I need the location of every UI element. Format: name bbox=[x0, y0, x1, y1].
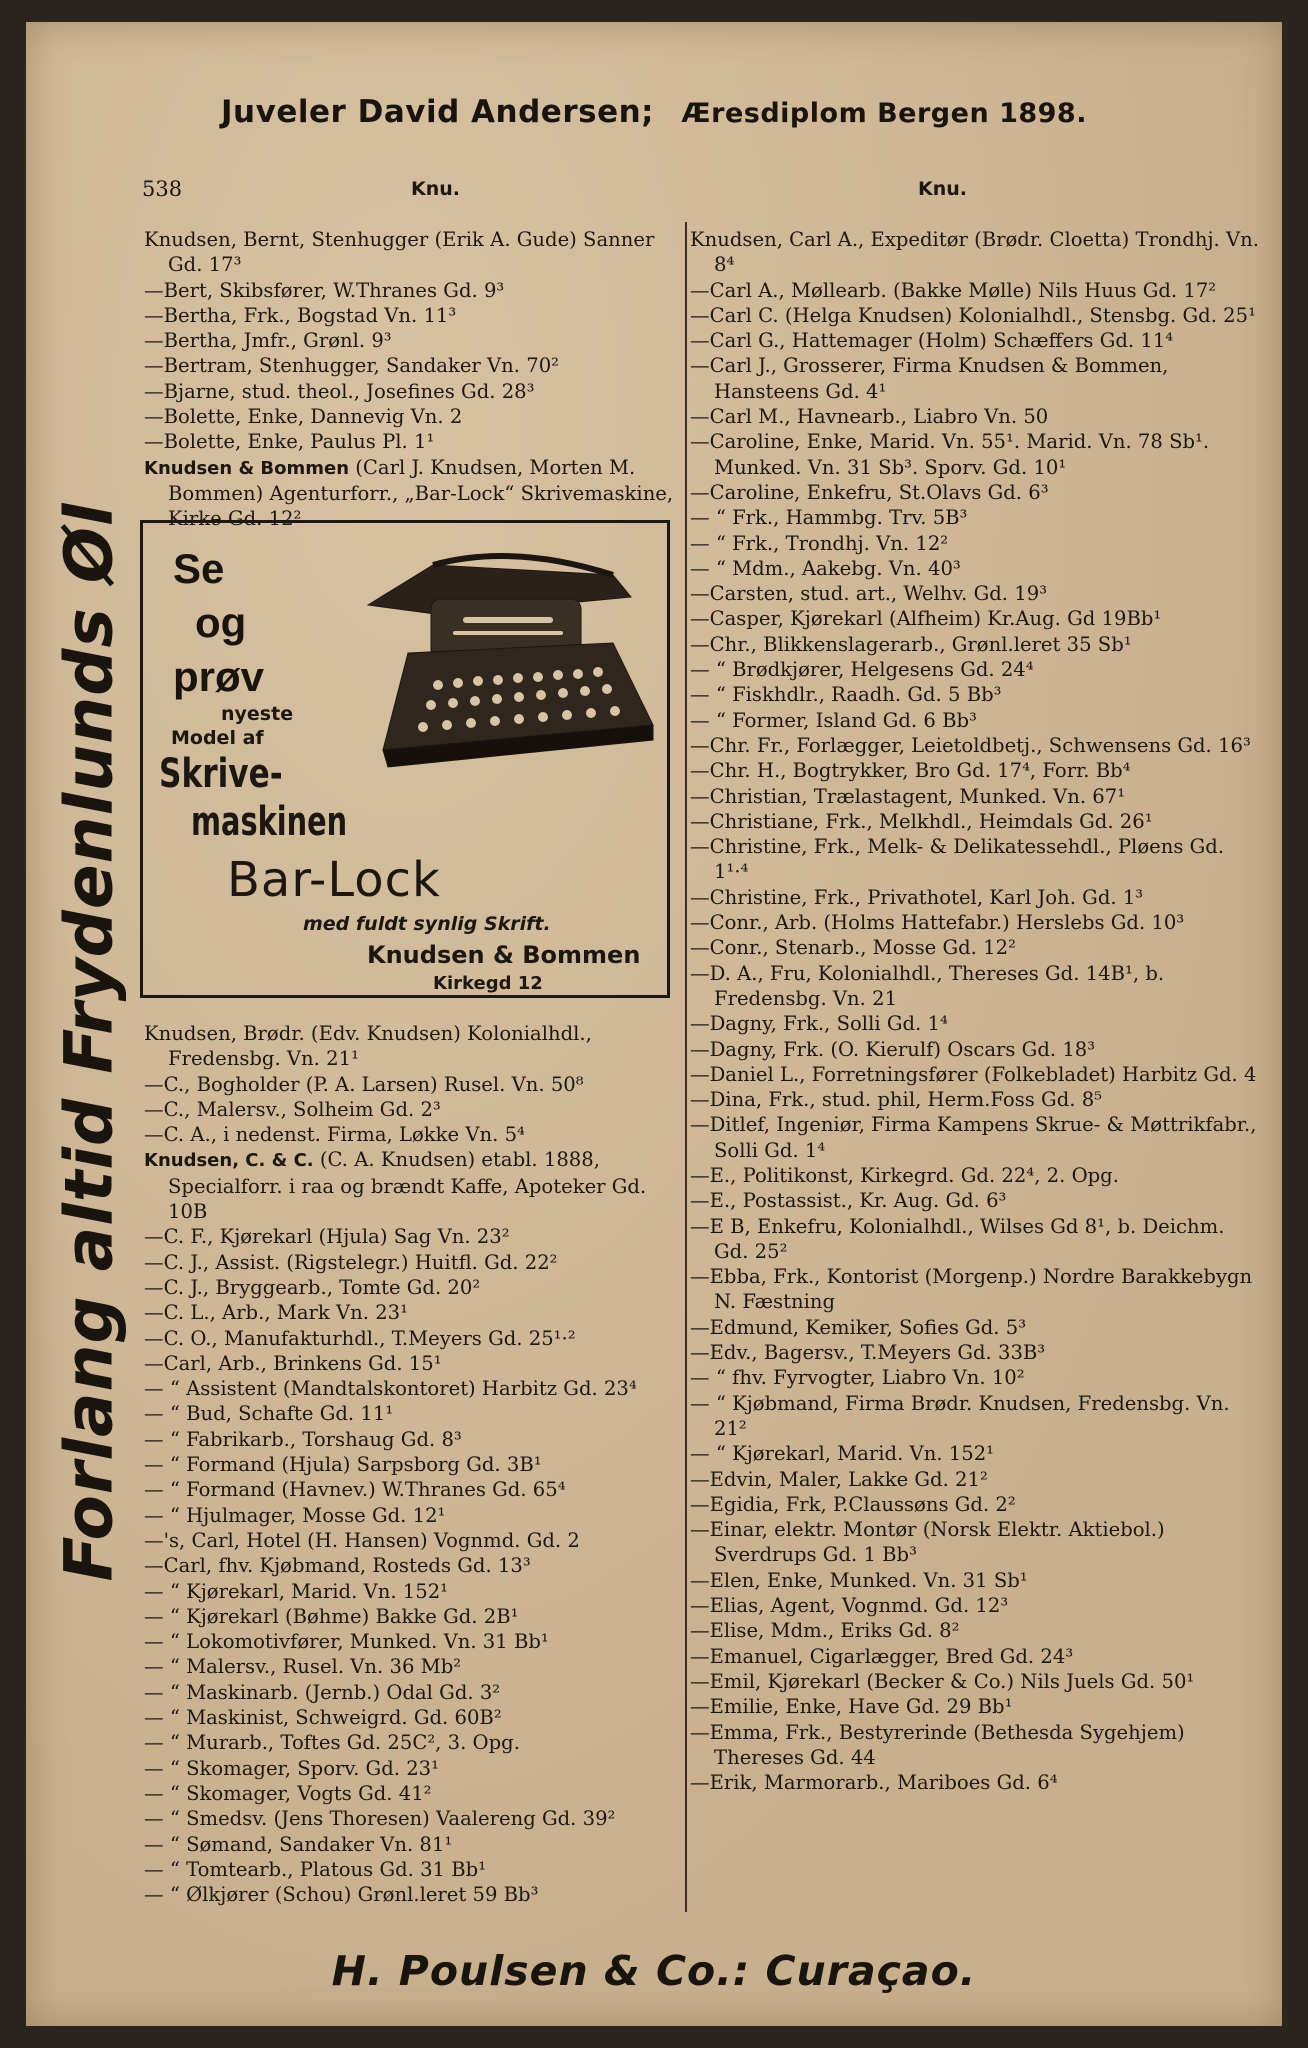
list-item: — “ Maskinarb. (Jernb.) Odal Gd. 3² bbox=[144, 1680, 501, 1704]
list-item: —Carl J., Grosserer, Firma Knudsen & Bommen, Hansteens Gd. 4¹ bbox=[690, 354, 1169, 403]
list-item: — “ Frk., Hammbg. Trv. 5B³ bbox=[690, 506, 968, 530]
list-item: — “ Brødkjører, Helgesens Gd. 24⁴ bbox=[690, 658, 1034, 682]
list-item: —Carl C. (Helga Knudsen) Kolonialhdl., Stensbg. Gd. 25¹ bbox=[690, 303, 1256, 327]
list-item: —C. A., i nedenst. Firma, Løkke Vn. 5⁴ bbox=[144, 1123, 525, 1147]
list-item: —C. J., Assist. (Rigstelegr.) Huitfl. Gd. 22² bbox=[144, 1250, 558, 1274]
list-item: —Edv., Bagersv., T.Meyers Gd. 33B³ bbox=[690, 1341, 1046, 1365]
list-item: —Emanuel, Cigarlægger, Bred Gd. 24³ bbox=[690, 1644, 1074, 1668]
advert-model: Model af bbox=[171, 727, 264, 749]
list-item: —Edmund, Kemiker, Sofies Gd. 5³ bbox=[690, 1315, 1027, 1339]
advert-se: Se bbox=[173, 545, 225, 592]
list-item: Knudsen, Bernt, Stenhugger (Erik A. Gude) Sanner Gd. 17³ bbox=[144, 228, 655, 277]
list-item: —D. A., Fru, Kolonialhdl., Thereses Gd. 14B¹, b. Fredensbg. Vn. 21 bbox=[690, 961, 1165, 1010]
list-item: — “ Malersv., Rusel. Vn. 36 Mb² bbox=[144, 1655, 462, 1679]
list-item: —Bjarne, stud. theol., Josefines Gd. 28³ bbox=[144, 379, 535, 403]
list-item: —Christine, Frk., Melk- & Delikatessehdl., Pløens Gd. 1¹·⁴ bbox=[690, 835, 1225, 884]
list-item: — “ Kjørekarl (Bøhme) Bakke Gd. 2B¹ bbox=[144, 1604, 519, 1628]
list-item: —C. L., Arb., Mark Vn. 23¹ bbox=[144, 1301, 409, 1325]
list-item: — “ Skomager, Sporv. Gd. 23¹ bbox=[144, 1756, 439, 1780]
list-item: —C. J., Bryggearb., Tomte Gd. 20² bbox=[144, 1275, 481, 1299]
list-item: —Emilie, Enke, Have Gd. 29 Bb¹ bbox=[690, 1695, 1013, 1719]
bold-lead: Knudsen, C. & C. bbox=[144, 1150, 314, 1172]
list-item: —Edvin, Maler, Lakke Gd. 21² bbox=[690, 1467, 988, 1491]
list-item: — “ Bud, Schafte Gd. 11¹ bbox=[144, 1402, 394, 1426]
list-item: — “ Hjulmager, Mosse Gd. 12¹ bbox=[144, 1503, 446, 1527]
list-item: — “ Formand (Hjula) Sarpsborg Gd. 3B¹ bbox=[144, 1453, 542, 1477]
list-item: —Dina, Frk., stud. phil, Herm.Foss Gd. 8⁵ bbox=[690, 1088, 1103, 1112]
column-divider bbox=[685, 222, 687, 1912]
sidebar-advert bbox=[44, 502, 134, 1582]
list-item: — “ Lokomotivfører, Munked. Vn. 31 Bb¹ bbox=[144, 1630, 549, 1654]
list-item: —Carl G., Hattemager (Holm) Schæffers Gd. 11⁴ bbox=[690, 329, 1174, 353]
list-item: —Conr., Arb. (Holms Hattefabr.) Herslebs Gd. 10³ bbox=[690, 911, 1185, 935]
list-item: —Einar, elektr. Montør (Norsk Elektr. Aktiebol.) Sverdrups Gd. 1 Bb³ bbox=[690, 1518, 1165, 1567]
advert-barlock: Bar-Lock bbox=[227, 852, 441, 908]
list-item: —Bertram, Stenhugger, Sandaker Vn. 70² bbox=[144, 354, 560, 378]
list-item: — “ fhv. Fyrvogter, Liabro Vn. 10² bbox=[690, 1366, 1025, 1390]
list-item: —Casper, Kjørekarl (Alfheim) Kr.Aug. Gd 19Bb¹ bbox=[690, 607, 1162, 631]
list-item: —Elias, Agent, Vognmd. Gd. 12³ bbox=[690, 1594, 1009, 1618]
list-item: —Bert, Skibsfører, W.Thranes Gd. 9³ bbox=[144, 278, 505, 302]
list-item: —Dagny, Frk. (O. Kierulf) Oscars Gd. 18³ bbox=[690, 1037, 1096, 1061]
list-item: — “ Frk., Trondhj. Vn. 12² bbox=[690, 531, 949, 555]
advert-maskinen: maskinen bbox=[191, 799, 348, 845]
list-item: — “ Fabrikarb., Torshaug Gd. 8³ bbox=[144, 1427, 462, 1451]
list-item: — “ Formand (Havnev.) W.Thranes Gd. 65⁴ bbox=[144, 1478, 566, 1502]
left-top-list bbox=[144, 227, 687, 455]
right-list bbox=[690, 227, 1260, 1795]
header-subtitle: Æresdiplom Bergen 1898. bbox=[681, 98, 1087, 129]
list-item: — “ Fiskhdlr., Raadh. Gd. 5 Bb³ bbox=[690, 683, 1002, 707]
list-item: —Carsten, stud. art., Welhv. Gd. 19³ bbox=[690, 582, 1048, 606]
list-item: —Conr., Stenarb., Mosse Gd. 12² bbox=[690, 936, 1016, 960]
list-item: — “ Kjørekarl, Marid. Vn. 152¹ bbox=[144, 1579, 449, 1603]
list-item: —Chr. Fr., Forlægger, Leietoldbetj., Schwensens Gd. 16³ bbox=[690, 733, 1251, 757]
running-head-left: Knu. bbox=[411, 178, 460, 200]
list-item: —Erik, Marmorarb., Mariboes Gd. 6⁴ bbox=[690, 1771, 1058, 1795]
advert-address: Kirkegd 12 bbox=[433, 973, 543, 994]
list-item: —Chr. H., Bogtrykker, Bro Gd. 17⁴, Forr. Bb⁴ bbox=[690, 759, 1131, 783]
bold-lead: Knudsen & Bommen bbox=[144, 457, 350, 479]
list-item: — “ Sømand, Sandaker Vn. 81¹ bbox=[144, 1832, 453, 1856]
typewriter-advert bbox=[140, 520, 670, 998]
page-footer: H. Poulsen & Co.: Curaçao. bbox=[331, 1947, 977, 1995]
list-item: —C., Bogholder (P. A. Larsen) Rusel. Vn. 50⁸ bbox=[144, 1072, 584, 1096]
right-column bbox=[690, 227, 1260, 1795]
list-item: —C., Malersv., Solheim Gd. 2³ bbox=[144, 1097, 441, 1121]
list-item: —E., Politikonst, Kirkegrd. Gd. 22⁴, 2. Opg. bbox=[690, 1163, 1119, 1187]
list-item: —Carl, Arb., Brinkens Gd. 15¹ bbox=[144, 1351, 442, 1375]
list-item: —Carl A., Møllearb. (Bakke Mølle) Nils Huus Gd. 17² bbox=[690, 278, 1217, 302]
list-item: — “ Skomager, Vogts Gd. 41² bbox=[144, 1781, 432, 1805]
typewriter-icon bbox=[313, 535, 658, 785]
list-item: —Christian, Trælastagent, Munked. Vn. 67¹ bbox=[690, 784, 1126, 808]
list-item: —Chr., Blikkenslagerarb., Grønl.leret 35 Sb¹ bbox=[690, 632, 1132, 656]
list-item: —Emma, Frk., Bestyrerinde (Bethesda Sygehjem) Thereses Gd. 44 bbox=[690, 1720, 1185, 1769]
list-item: —E., Postassist., Kr. Aug. Gd. 6³ bbox=[690, 1189, 1007, 1213]
page-header bbox=[26, 94, 1282, 130]
left-bottom-list-a bbox=[144, 1072, 687, 1148]
left-column-bottom bbox=[144, 1021, 687, 1907]
list-item: —Carl M., Havnearb., Liabro Vn. 50 bbox=[690, 405, 1049, 429]
advert-skrive: Skrive- bbox=[159, 751, 283, 797]
advert-firm: Knudsen & Bommen bbox=[367, 941, 641, 969]
advert-og: og bbox=[195, 599, 247, 646]
list-item: —Bertha, Frk., Bogstad Vn. 11³ bbox=[144, 303, 457, 327]
list-item: —Caroline, Enkefru, St.Olavs Gd. 6³ bbox=[690, 480, 1049, 504]
list-item: —Emil, Kjørekarl (Becker & Co.) Nils Juels Gd. 50¹ bbox=[690, 1669, 1195, 1693]
list-item: —Egidia, Frk, P.Claussøns Gd. 2² bbox=[690, 1492, 1016, 1516]
list-item: —Christiane, Frk., Melkhdl., Heimdals Gd. 26¹ bbox=[690, 809, 1153, 833]
list-item: —E B, Enkefru, Kolonialhdl., Wilses Gd 8¹, b. Deichm. Gd. 25² bbox=[690, 1214, 1225, 1263]
list-item: —Caroline, Enke, Marid. Vn. 55¹. Marid. Vn. 78 Sb¹. Munked. Vn. 31 Sb³. Sporv. Gd. 10¹ bbox=[690, 430, 1210, 479]
list-item: — “ Kjørekarl, Marid. Vn. 152¹ bbox=[690, 1442, 995, 1466]
list-item: —Carl, fhv. Kjøbmand, Rosteds Gd. 13³ bbox=[144, 1554, 531, 1578]
sidebar-text: Forlang altid Frydenlunds Øl bbox=[50, 502, 128, 1582]
list-item: — “ Former, Island Gd. 6 Bb³ bbox=[690, 708, 977, 732]
list-item: — “ Smedsv. (Jens Thoresen) Vaalereng Gd. 39² bbox=[144, 1807, 616, 1831]
list-item: —C. O., Manufakturhdl., T.Meyers Gd. 25¹·² bbox=[144, 1326, 576, 1350]
left-bottom-list-b bbox=[144, 1224, 687, 1907]
list-item: —Elise, Mdm., Eriks Gd. 8² bbox=[690, 1619, 960, 1643]
list-item: —Daniel L., Forretningsfører (Folkebladet) Harbitz Gd. 4 bbox=[690, 1062, 1257, 1086]
list-item: —Bertha, Jmfr., Grønl. 9³ bbox=[144, 329, 392, 353]
directory-page bbox=[26, 22, 1282, 2026]
list-item-bold bbox=[144, 1147, 687, 1224]
list-item: Knudsen, Carl A., Expeditør (Brødr. Cloetta) Trondhj. Vn. 8⁴ bbox=[690, 228, 1259, 277]
list-item: —Christine, Frk., Privathotel, Karl Joh. Gd. 1³ bbox=[690, 885, 1144, 909]
list-item: —Bolette, Enke, Dannevig Vn. 2 bbox=[144, 405, 463, 429]
list-item: — “ Ølkjører (Schou) Grønl.leret 59 Bb³ bbox=[144, 1883, 539, 1907]
left-column-top bbox=[144, 227, 687, 532]
list-item: — “ Kjøbmand, Firma Brødr. Knudsen, Fredensbg. Vn. 21² bbox=[690, 1391, 1230, 1440]
list-item: —'s, Carl, Hotel (H. Hansen) Vognmd. Gd. 2 bbox=[144, 1528, 580, 1552]
list-item: Knudsen, Brødr. (Edv. Knudsen) Kolonialhdl., Fredensbg. Vn. 21¹ bbox=[144, 1022, 592, 1071]
bold-rest: (C. A. Knudsen) etabl. 1888, Specialforr. i raa og brændt Kaffe, Apoteker Gd. 10B bbox=[168, 1148, 647, 1224]
list-item: —Ebba, Frk., Kontorist (Morgenp.) Nordre Barakkebygn N. Fæstning bbox=[690, 1265, 1253, 1314]
list-item: —Dagny, Frk., Solli Gd. 1⁴ bbox=[690, 1012, 948, 1036]
list-item: — “ Assistent (Mandtalskontoret) Harbitz Gd. 23⁴ bbox=[144, 1377, 637, 1401]
page-number: 538 bbox=[142, 177, 183, 201]
list-item: — “ Maskinist, Schweigrd. Gd. 60B² bbox=[144, 1706, 502, 1730]
list-item: — “ Mdm., Aakebg. Vn. 40³ bbox=[690, 556, 961, 580]
advert-prov: prøv bbox=[173, 653, 265, 700]
list-item: —C. F., Kjørekarl (Hjula) Sag Vn. 23² bbox=[144, 1225, 510, 1249]
header-title: Juveler David Andersen; bbox=[221, 94, 655, 130]
advert-nyeste: nyeste bbox=[221, 703, 294, 725]
advert-synlig: med fuldt synlig Skrift. bbox=[303, 913, 551, 935]
list-item: —Elen, Enke, Munked. Vn. 31 Sb¹ bbox=[690, 1568, 1028, 1592]
running-head-right: Knu. bbox=[918, 178, 967, 200]
list-item: — “ Tomtearb., Platous Gd. 31 Bb¹ bbox=[144, 1857, 487, 1881]
list-item: —Ditlef, Ingeniør, Firma Kampens Skrue- & Møttrikfabr., Solli Gd. 1⁴ bbox=[690, 1113, 1257, 1162]
list-item: —Bolette, Enke, Paulus Pl. 1¹ bbox=[144, 430, 435, 454]
list-item: — “ Murarb., Toftes Gd. 25C², 3. Opg. bbox=[144, 1731, 520, 1755]
bold-rest: (Carl J. Knudsen, Morten M. Bommen) Agenturforr., „Bar-Lock“ Skrivemaskine, Kirke Gd. 12² bbox=[168, 455, 674, 531]
